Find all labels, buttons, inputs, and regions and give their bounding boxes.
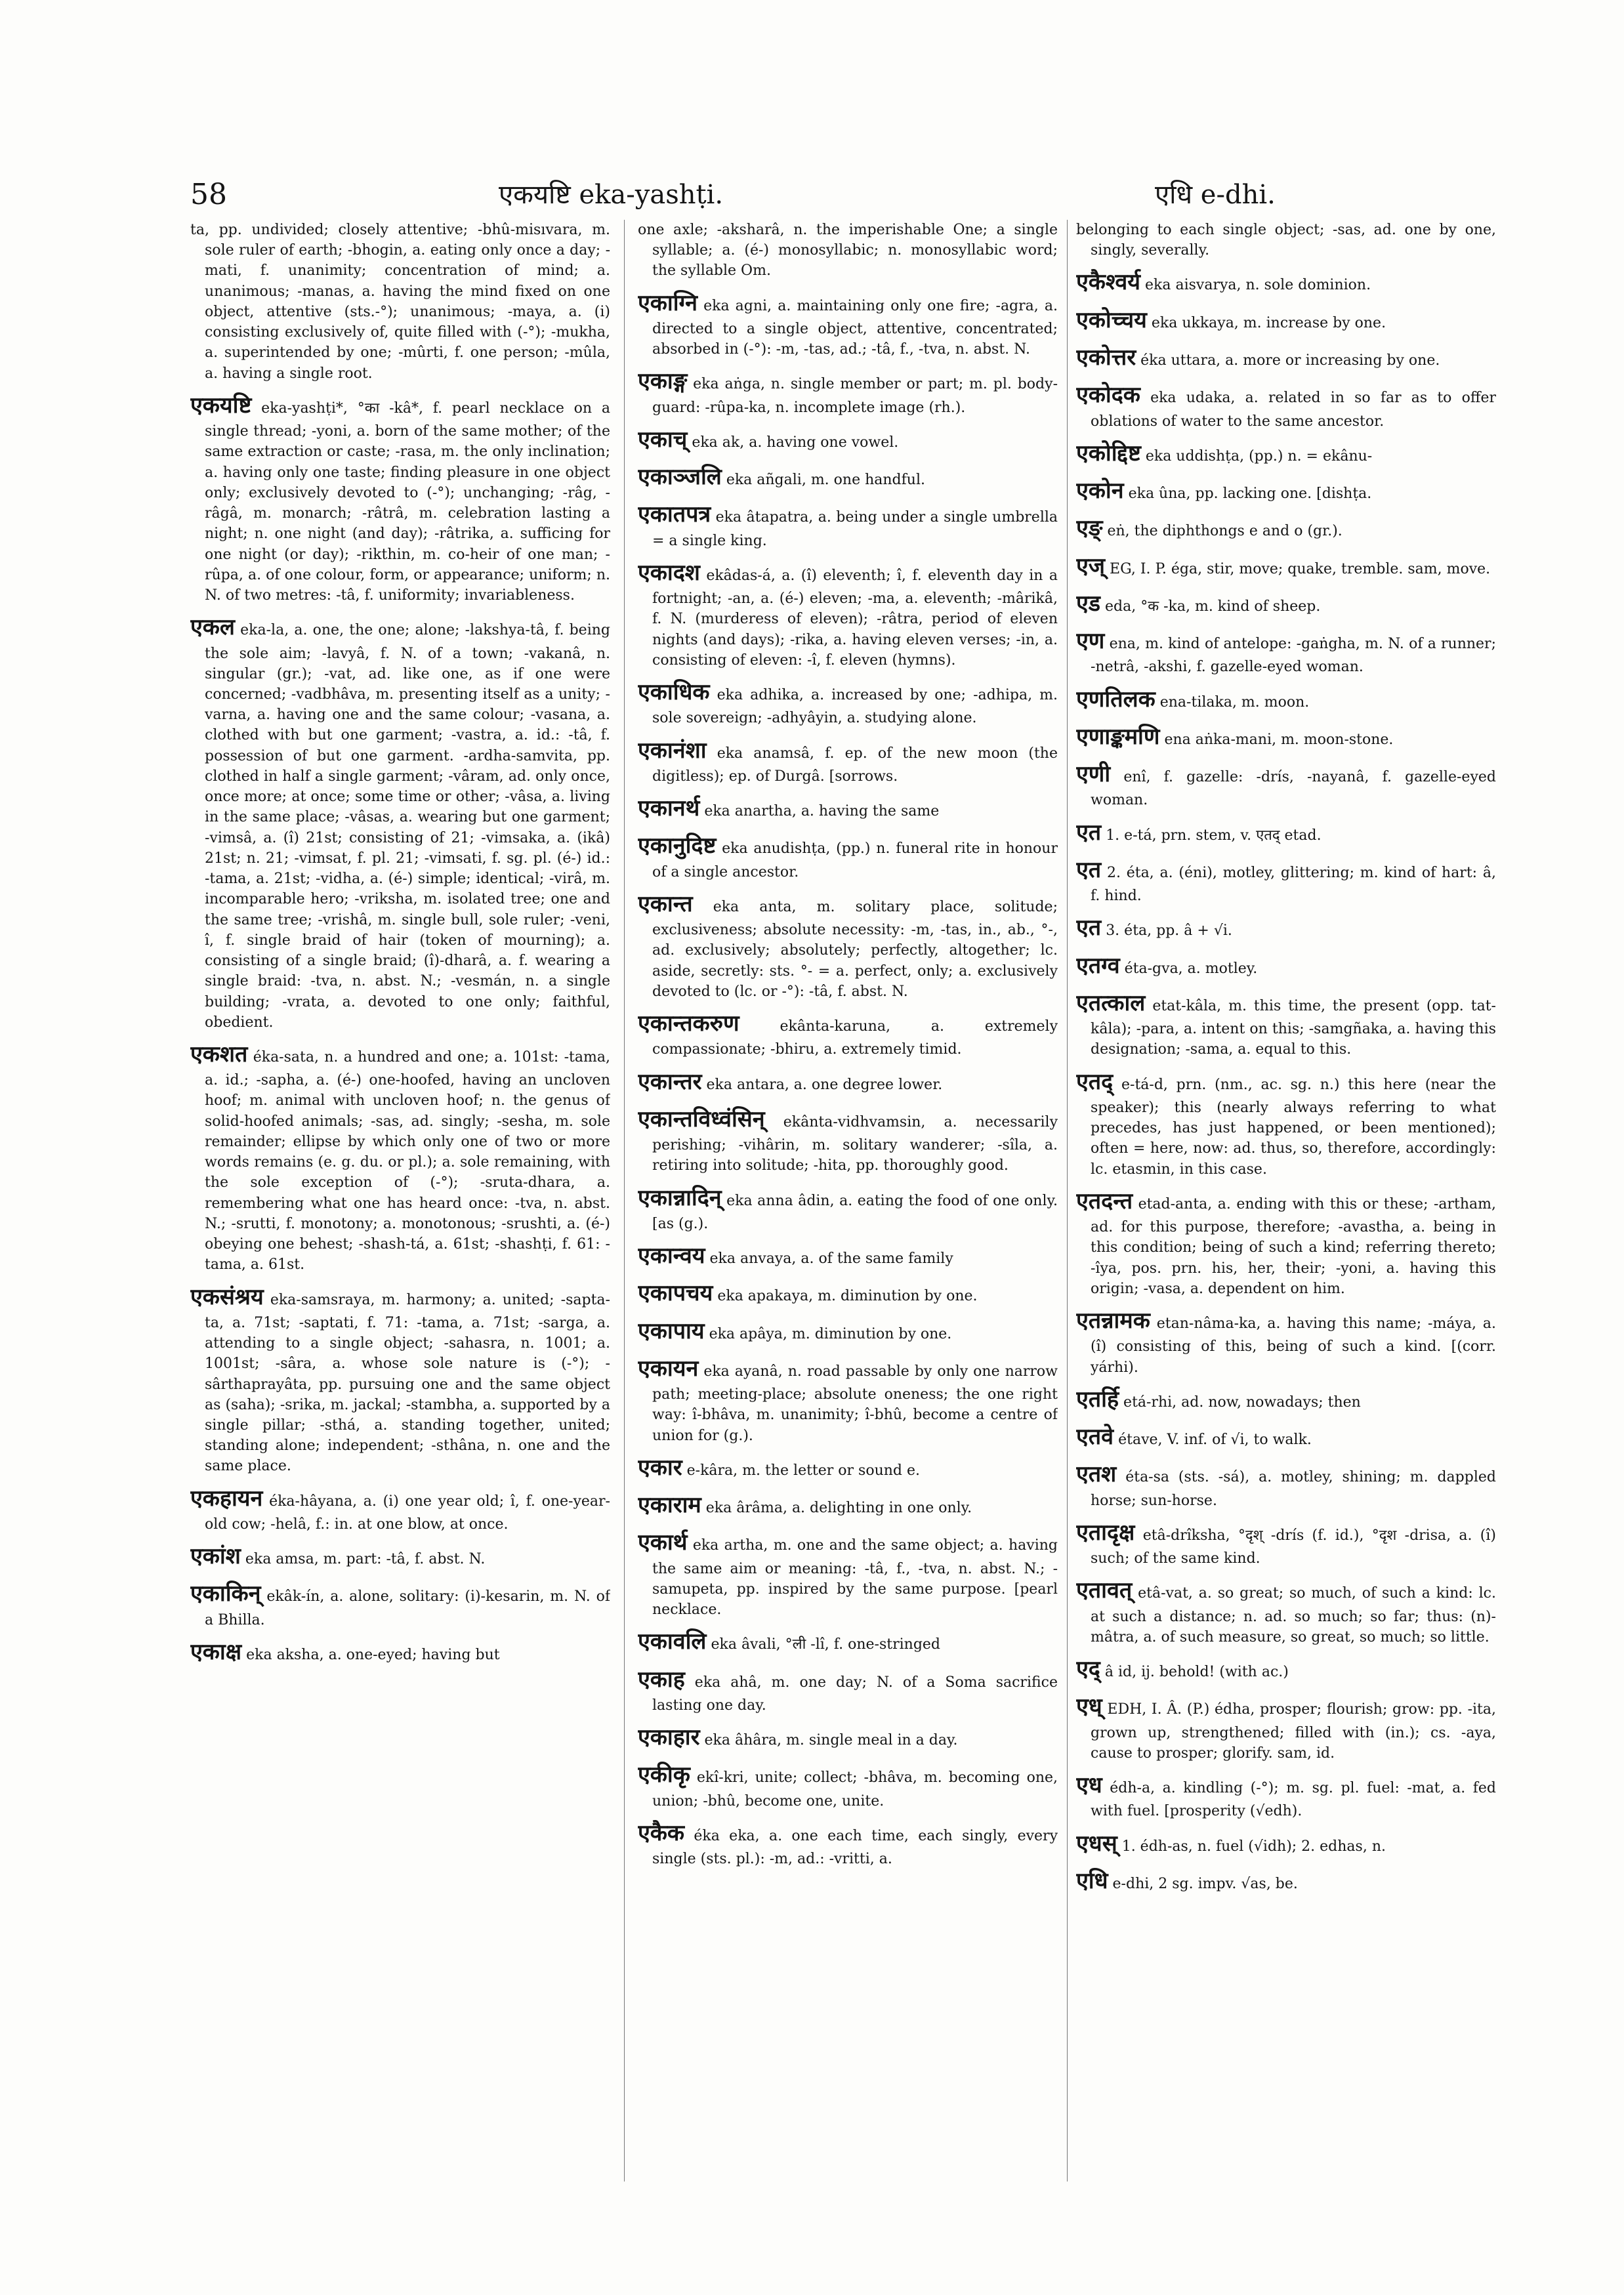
dictionary-entry: [1076, 625, 1496, 678]
definition: etâ-vat, a. so great; so much, of such a kind: lc. at such a distance; n. ad. so much; so far; thus: (n)-mâtra, a. of such measure, so great, so much; so little.: [1091, 1585, 1496, 1645]
headword: एकशत: [190, 1041, 248, 1067]
definition: etat-kâla, m. this time, the present (opp. tat-kâla); -para, a. intent on this; -samgñaka, a. having this designation; -sama, a. equal to this.: [1091, 997, 1496, 1058]
headword: एड: [1076, 590, 1100, 617]
definition: éka eka, a. one each time, each singly, every single (sts. pl.): -m, ad.: -vritti, a.: [652, 1827, 1058, 1868]
definition: eka ûna, pp. lacking one. [dishṭa.: [1128, 486, 1372, 503]
headword: एकाकिन्: [190, 1581, 261, 1607]
definition: eka apâya, m. diminution by one.: [709, 1325, 952, 1342]
definition: eka antara, a. one degree lower.: [706, 1076, 943, 1093]
headword: एकान्वय: [638, 1243, 705, 1270]
definition: ekî-kri, unite; collect; -bhâva, m. becoming one, union; -bhû, become one, unite.: [652, 1769, 1058, 1809]
dictionary-entry: [638, 1066, 1058, 1098]
headword: एकसंश्रय: [190, 1283, 264, 1310]
definition: eka âhâra, m. single meal in a day.: [704, 1732, 958, 1749]
definition: eka-la, a. one, the one; alone; -lakshya-tâ, f. being the sole aim; -lavyâ, f. N. of a town; -vakanâ, n. singular (gr.); -vat, ad. like one, as if one were concerned; -vadbhâva, m. presenting itself as a unity; -varna, a. having one and the same colour; -vasana, a. clothed with but one garment; -vastra, a. id.: -tâ, f. possession of but one garment. -ardha-samvita, pp. clothed in half a single garment; -vâram, ad. only once, once more; at once; some time or other; -vâsa, a. living in the same place; -vâsas, a. wearing but one garment; -vimsâ, a. (î) 21st; consisting of 21; -vimsaka, a. (ikâ) 21st; n. 21; -vimsat, f. pl. 21; -vimsati, f. sg. pl. (é-) id.: -tama, a. 21st; -vidha, a. (é-) simple; identical; -virâ, m. incomparable hero; -vriksha, m. isolated tree; one and the same tree; -vrishâ, m. single bull, sole ruler; -veni, î, f. single braid of hair (token of mourning); a. consisting of a single braid; (î)-dharâ, a. f. wearing a single braid: -tva, n. abst. N.; -vesmán, n. a single building; -vrata, a. devoted to one only; faithful, obedient.: [205, 622, 610, 1031]
headword: एकाधिक: [638, 679, 710, 706]
headword: एणतिलक: [1076, 686, 1156, 713]
definition: ekânta-vidhvamsin, a. necessarily perishing; -vihârin, m. solitary wanderer; -sîla, a. retiring into solitude; -hita, pp. thoroughly good.: [652, 1113, 1058, 1174]
definition: éka uttara, a. more or increasing by one.: [1140, 352, 1440, 369]
headword: एकाच्: [638, 426, 688, 453]
dictionary-entry: [190, 1483, 610, 1535]
definition: eka añgali, m. one handful.: [726, 472, 925, 489]
headword: एध्: [1076, 1693, 1102, 1720]
headword: एकाहार: [638, 1724, 700, 1751]
definition: one axle; -aksharâ, n. the imperishable One; a single syllable; a. (é-) monosyllabic; n. monosyllabic word; the syllable Om.: [638, 222, 1058, 279]
headword: एकानुदिष्ट: [638, 833, 717, 859]
dictionary-entry: [638, 1182, 1058, 1235]
definition: eka uddishṭa, (pp.) n. = ekânu-: [1145, 447, 1373, 465]
dictionary-entry: [1076, 1517, 1496, 1569]
definition: eka apakaya, m. diminution by one.: [717, 1288, 978, 1305]
definition: eka âvali, °ली -lî, f. one-stringed: [711, 1636, 941, 1653]
dictionary-entry: [1076, 912, 1496, 943]
headword: एकाङ्ग: [638, 368, 688, 395]
definition: eka anna âdin, a. eating the food of one only. [as (g.).: [652, 1192, 1058, 1232]
definition: eka-yashṭi*, °का -kâ*, f. pearl necklace on a single thread; -yoni, a. born of the same mother; of the same extraction or caste; -rasa, m. the only inclination; a. having only one taste; finding pleasure in one object only; exclusively devoted to (-°); unchanging; -râg, -râgâ, m. monarch; -râtrâ, m. celebration lasting a night; n. one night (and day); -râtrika, a. sufficing for one night (or day); -rikthin, m. co-heir of one man; -rûpa, a. of one colour, form, or appearance; uniform; n. N. of two metres: -tâ, f. uniformity; invariableness.: [205, 400, 610, 604]
definition: édh-a, a. kindling (-°); m. sg. pl. fuel: -mat, a. fed with fuel. [prosperity (√edh).: [1091, 1780, 1496, 1820]
dictionary-entry: [638, 1759, 1058, 1811]
dictionary-entry: [1076, 1305, 1496, 1378]
dictionary-entry: [638, 1722, 1058, 1753]
headword: एकाराम: [638, 1492, 701, 1519]
definition: éka-sata, n. a hundred and one; a. 101st: -tama, a. id.; -sapha, a. (é-) one-hoofed, having an uncloven hoof; m. animal with uncloven hoof; n. the genus of solid-hoofed animals; -sas, ad. singly; -sesha, m. sole remainder; ellipse by which only one of two or more words remains (e. g. du. or pl.); a. sole remaining, with the sole exception of (-°); -sruta-dhara, a. remembering what one has heard once: -tva, n. abst. N.; -srutti, f. monotony; a. monotonous; -srushti, a. (é-) obeying one behest; -shash-tá, a. 61st; -shashṭi, f. 61: -tama, a. 61st.: [205, 1048, 610, 1273]
dictionary-entry: [190, 1578, 610, 1630]
headword: एज्: [1076, 552, 1106, 579]
headword: एकानंशा: [638, 737, 707, 764]
headword: एकैश्वर्य: [1076, 269, 1140, 296]
definition: ena, m. kind of antelope: -gaṅgha, m. N. of a runner; -netrâ, -akshi, f. gazelle-eyed woman.: [1091, 636, 1496, 676]
dictionary-entry: [1076, 342, 1496, 373]
definition: etâ-drîksha, °दृश् -drís (f. id.), °दृश -drisa, a. (î) such; of the same kind.: [1091, 1527, 1496, 1567]
definition: éta-sa (sts. -sá), a. motley, shining; m. dappled horse; sun-horse.: [1091, 1469, 1496, 1509]
definition: eka aksha, a. one-eyed; having but: [246, 1646, 500, 1663]
headword: एतद्: [1076, 1068, 1114, 1095]
dictionary-entry: [638, 1104, 1058, 1176]
definition: eka agni, a. maintaining only one fire; -agra, a. directed to a single object, attentive, concentrated; absorbed in (-°): -m, -tas, ad.; -tâ, f., -tva, n. abst. N.: [652, 297, 1058, 358]
dictionary-entry: [638, 424, 1058, 455]
headword: एकोन: [1076, 478, 1124, 505]
definition: eka adhika, a. increased by one; -adhipa, m. sole sovereign; -adhyâyin, a. studying alone.: [652, 687, 1058, 727]
definition: â id, ij. behold! (with ac.): [1104, 1664, 1289, 1681]
definition: eka anartha, a. having the same: [704, 803, 940, 820]
headword: एकहायन: [190, 1485, 263, 1512]
dictionary-entry: [1076, 817, 1496, 848]
definition: ekâk-ín, a. alone, solitary: (i)-kesarin, m. N. of a Bhilla.: [205, 1588, 610, 1628]
page-header: [190, 172, 1493, 218]
headword: एकोत्तर: [1076, 344, 1136, 371]
headword: एकोच्चय: [1076, 306, 1147, 333]
definition: eka anamsâ, f. ep. of the new moon (the digitless); ep. of Durgâ. [sorrows.: [652, 745, 1058, 785]
definition: eka aisvarya, n. sole dominion.: [1145, 277, 1371, 294]
headword: एकान्नादिन्: [638, 1184, 722, 1211]
dictionary-entry: [638, 1527, 1058, 1620]
headword: एकीकृ: [638, 1762, 690, 1788]
definition: 2. éta, a. (éni), motley, glittering; m. kind of hart: â, f. hind.: [1091, 864, 1496, 905]
headword: एतदन्त: [1076, 1188, 1133, 1214]
definition: 1. e-tá, prn. stem, v. एतद् etad.: [1106, 827, 1322, 844]
headword: एकोद्दिष्ट: [1076, 440, 1141, 466]
dictionary-entry: [638, 365, 1058, 418]
headword: एत: [1076, 915, 1102, 941]
headword: एकापचय: [638, 1280, 713, 1307]
headword: एकान्तर: [638, 1068, 702, 1095]
dictionary-entry: [1076, 854, 1496, 907]
headword: एकयष्टि: [190, 392, 252, 419]
dictionary-entry: [1076, 588, 1496, 619]
headword: एतर्हि: [1076, 1386, 1119, 1413]
headword: एतत्काल: [1076, 989, 1146, 1016]
definition: ekâdas-á, a. (î) eleventh; î, f. eleventh day in a fortnight; -an, a. (é-) eleven; -ma, a. eleventh; -mârikâ, f. N. (murderess of eleven); -râtra, period of eleven nights (and days); -rika, a. having eleven verses; -in, a. consisting of eleven: -î, f. eleven (hymns).: [652, 567, 1058, 669]
definition: 1. édh-as, n. fuel (√idh); 2. edhas, n.: [1121, 1838, 1386, 1855]
definition: eka ak, a. having one vowel.: [692, 434, 899, 451]
dictionary-entry: [638, 1277, 1058, 1309]
dictionary-entry: [638, 735, 1058, 787]
dictionary-entry: [190, 611, 610, 1033]
definition: e-kâra, m. the letter or sound e.: [686, 1462, 921, 1479]
headword: एधि: [1076, 1867, 1108, 1894]
headword: एकाञ्जलि: [638, 464, 722, 491]
dictionary-entry: [638, 1626, 1058, 1657]
headword: एकाक्ष: [190, 1638, 242, 1665]
headword: एकाग्नि: [638, 289, 697, 316]
headword: एद्: [1076, 1656, 1100, 1683]
dictionary-entry: [638, 1240, 1058, 1272]
definition: eka aṅga, n. single member or part; m. pl. body-guard: -rûpa-ka, n. incomplete image (rh.).: [652, 376, 1058, 416]
dictionary-entry: [638, 1315, 1058, 1347]
dictionary-entry: [1076, 1384, 1496, 1415]
dictionary-entry: [1076, 550, 1496, 582]
headword: एकोदक: [1076, 382, 1140, 409]
headword: एकान्तविध्वंसिन्: [638, 1106, 765, 1132]
definition: ena aṅka-mani, m. moon-stone.: [1164, 731, 1394, 748]
dictionary-entry: [638, 1452, 1058, 1483]
definition: eka anudishṭa, (pp.) n. funeral rite in honour of a single ancestor.: [652, 840, 1058, 880]
definition: eka âtapatra, a. being under a single umbrella = a single king.: [652, 509, 1058, 549]
dictionary-entry: [1076, 1865, 1496, 1897]
dictionary-entry: [638, 499, 1058, 551]
definition: eka-samsraya, m. harmony; a. united; -sapta-ta, a. 71st; -saptati, f. 71: -tama, a. 71st; -sarga, a. attending to a single object; -sahasra, n. 1001; a. 1001st; -sâra, a. whose sole nature is (-°); -sârthaprayâta, pp. pursuing one and the same object as (saha); -srika, m. jackal; -stambha, a. supported by a single pillar; -sthá, a. standing together, united; standing alone; independent; -sthâna, n. one and the same place.: [205, 1291, 610, 1475]
dictionary-entry: [1076, 1575, 1496, 1647]
dictionary-entry: [190, 390, 610, 606]
headword: एतन्नामक: [1076, 1308, 1150, 1334]
definition: eka ârâma, a. delighting in one only.: [705, 1500, 972, 1517]
dictionary-entry: [1076, 987, 1496, 1060]
column-divider: [624, 220, 625, 2181]
headword: एतादृक्ष: [1076, 1519, 1135, 1546]
headword: एकान्तकरुण: [638, 1010, 739, 1037]
dictionary-entry: [1076, 1458, 1496, 1511]
dictionary-entry: [1076, 1421, 1496, 1453]
definition: e-dhi, 2 sg. impv. √as, be.: [1112, 1875, 1298, 1892]
headword: एत: [1076, 856, 1102, 883]
left-running-head: एकयष्टि eka-yashṭi.: [499, 180, 724, 210]
dictionary-entry: [190, 1540, 610, 1572]
dictionary-entry: [1076, 684, 1496, 715]
dictionary-entry: [638, 676, 1058, 729]
headword: एध: [1076, 1772, 1102, 1799]
column-2: [638, 220, 1058, 2201]
headword: एतावत्: [1076, 1577, 1133, 1604]
definition: ekânta-karuna, a. extremely compassionate; -bhiru, a. extremely timid.: [652, 1018, 1058, 1058]
headword: एकावलि: [638, 1628, 707, 1655]
definition: etad-anta, a. ending with this or these; -artham, ad. for this purpose, therefore; -avastha, a. being in this condition; being of such a kind; referring thereto; -îya, pos. prn. his, her, their; -yoni, a. having this origin; -vasa, a. dependent on him.: [1091, 1195, 1496, 1297]
headword: एकानर्थ: [638, 795, 700, 822]
definition: etan-nâma-ka, a. having this name; -máya, a. (î) consisting of this, being of such a kind. [(corr. yárhi).: [1091, 1315, 1496, 1376]
definition: 3. éta, pp. â + √i.: [1106, 922, 1232, 940]
definition: eka anta, m. solitary place, solitude; exclusiveness; absolute necessity: -m, -tas, in., ab., °-, ad. exclusively; absolutely; perfectly, altogether; lc. aside, secretly: sts. °- = a. perfect, only; a. exclusively devoted to (lc. or -°): -tâ, f. abst. N.: [652, 898, 1058, 1000]
dictionary-entry: [638, 830, 1058, 882]
dictionary-entry: [638, 287, 1058, 360]
headword: एतश: [1076, 1461, 1117, 1488]
dictionary-entry: [190, 1636, 610, 1668]
dictionary-entry: [638, 1664, 1058, 1716]
definition: eda, °क -ka, m. kind of sheep.: [1105, 598, 1321, 615]
definition: etá-rhi, ad. now, nowadays; then: [1123, 1394, 1361, 1411]
headword: एतवे: [1076, 1424, 1114, 1451]
definition: EG, I. P. éga, stir, move; quake, tremble. sam, move.: [1110, 560, 1491, 577]
dictionary-entry: [1076, 1066, 1496, 1180]
dictionary-entry: [1076, 512, 1496, 544]
headword: एकापाय: [638, 1317, 705, 1344]
headword: एत: [1076, 819, 1102, 846]
definition: éka-hâyana, a. (i) one year old; î, f. one-year-old cow; -helâ, f.: in. at one blow, at once.: [205, 1493, 610, 1533]
definition: eka ayanâ, n. road passable by only one narrow path; meeting-place; absolute oneness; the one right way: î-bhâva, m. unanimity; î-bhû, become a centre of union for (g.).: [652, 1363, 1058, 1444]
dictionary-entry: [190, 1039, 610, 1275]
dictionary-entry: [638, 1008, 1058, 1060]
headword: एकादश: [638, 559, 700, 586]
dictionary-entry: [190, 1281, 610, 1477]
headword: एकायन: [638, 1355, 699, 1382]
dictionary-entry: [638, 1353, 1058, 1446]
dictionary-entry: [1076, 1828, 1496, 1859]
definition: e-tá-d, prn. (nm., ac. sg. n.) this here (near the speaker); this (nearly always referring to what precedes, has just happened, or been mentioned); often = here, now: ad. thus, so, therefore, accordingly: lc. etasmin, in this case.: [1091, 1076, 1496, 1178]
definition: eka ahâ, m. one day; N. of a Soma sacrifice lasting one day.: [652, 1674, 1058, 1714]
dictionary-entry: [1076, 1186, 1496, 1299]
dictionary-entry: [638, 1817, 1058, 1870]
dictionary-entry: [1076, 220, 1496, 260]
dictionary-entry: [1076, 379, 1496, 432]
dictionary-entry: [638, 793, 1058, 824]
definition: ta, pp. undivided; closely attentive; -bhû-mi̇sıvara, m. sole ruler of earth; -bhogin, a. eating only once a day; -mati, f. unanimity; concentration of mind; a. unanimous; -manas, a. having the mind fixed on one object, attentive (sts.-°); unanimous; -maya, a. (i) consisting exclusively of, quite filled with (-°); -mukha, a. superintended by one; -mûrti, f. one person; -mûla, a. having a single root.: [190, 222, 610, 382]
definition: ena-tilaka, m. moon.: [1159, 693, 1310, 711]
definition: belonging to each single object; -sas, ad. one by one, singly, severally.: [1076, 222, 1496, 259]
dictionary-entry: [1076, 1653, 1496, 1685]
definition: EDH, I. Â. (P.) édha, prosper; flourish; grow: pp. -ita, grown up, strengthened; filled with (in.); cs. -aya, cause to prosper; glorify. sam, id.: [1091, 1701, 1496, 1762]
column-divider: [1067, 220, 1068, 2181]
headword: एकैक: [638, 1819, 685, 1846]
right-running-head: एधि e-dhi.: [1155, 180, 1276, 210]
headword: एकांश: [190, 1543, 241, 1570]
headword: एङ्: [1076, 515, 1103, 542]
dictionary-entry: [1076, 1691, 1496, 1764]
headword: एणाङ्कमणि: [1076, 723, 1160, 750]
dictionary-entry: [638, 557, 1058, 671]
dictionary-entry: [1076, 266, 1496, 298]
headword: एतग्व: [1076, 952, 1120, 979]
dictionary-entry: [1076, 950, 1496, 982]
headword: एण: [1076, 628, 1105, 655]
headword: एकातपत्र: [638, 501, 711, 528]
dictionary-entry: [638, 220, 1058, 281]
headword: एणी: [1076, 761, 1111, 788]
definition: eka udaka, a. related in so far as to offer oblations of water to the same ancestor.: [1091, 390, 1496, 430]
definition: eka ukkaya, m. increase by one.: [1151, 314, 1386, 331]
dictionary-entry: [1076, 475, 1496, 507]
definition: eka amsa, m. part: -tâ, f. abst. N.: [245, 1551, 486, 1568]
definition: éta-gva, a. motley.: [1124, 960, 1258, 977]
definition: enî, f. gazelle: -drís, -nayanâ, f. gazelle-eyed woman.: [1091, 769, 1496, 809]
dictionary-entry: [638, 888, 1058, 1002]
definition: étave, V. inf. of √i, to walk.: [1118, 1432, 1312, 1449]
dictionary-entry: [638, 461, 1058, 493]
headword: एकार: [638, 1454, 682, 1481]
dictionary-entry: [1076, 721, 1496, 753]
dictionary-entry: [1076, 304, 1496, 336]
headword: एकल: [190, 614, 235, 641]
headword: एकान्त: [638, 890, 693, 917]
dictionary-entry: [1076, 758, 1496, 811]
dictionary-entry: [190, 220, 610, 384]
headword: एधस्: [1076, 1830, 1117, 1857]
definition: eṅ, the diphthongs e and o (gr.).: [1107, 523, 1343, 540]
dictionary-entry: [1076, 438, 1496, 469]
headword: एकार्थ: [638, 1529, 688, 1556]
definition: eka artha, m. one and the same object; a. having the same aim or meaning: -tâ, f., -tva, n. abst. N.; -samupeta, pp. inspired by the same purpose. [pearl necklace.: [652, 1537, 1058, 1619]
column-3: [1076, 220, 1496, 2201]
dictionary-entry: [638, 1489, 1058, 1521]
page-number: 58: [190, 178, 227, 211]
definition: eka anvaya, a. of the same family: [709, 1251, 953, 1268]
headword: एकाह: [638, 1666, 685, 1693]
dictionary-entry: [1076, 1769, 1496, 1822]
column-1: [190, 220, 610, 2201]
